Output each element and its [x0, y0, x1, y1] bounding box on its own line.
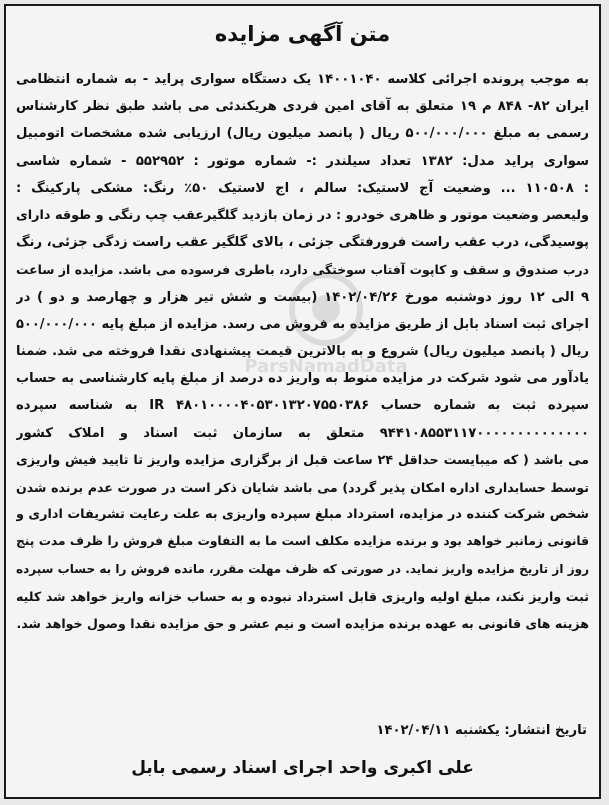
notice-title: متن آگهی مزایده	[214, 22, 391, 46]
signature: علی اکبری واحد اجرای اسناد رسمی بابل	[131, 758, 474, 778]
notice-line: توسط حسابداری اداره امکان پذیر گردد) می باشد شایان ذکر است در صورت عدم برنده شدن	[16, 480, 589, 496]
notice-line: شخص شرکت کننده در مزایده، استرداد مبلغ سپرده واریزی به علت رعایت تشریفات اداری و	[16, 507, 589, 523]
notice-frame	[4, 4, 601, 799]
notice-line: رسمی به مبلغ ۵۰۰/۰۰۰/۰۰۰ ریال ( پانصد میلیون ریال) ارزیابی شده مشخصات اتومبیل	[16, 126, 589, 142]
publish-date: تاریخ انتشار: یکشنبه ۱۴۰۲/۰۴/۱۱	[376, 723, 587, 738]
notice-body	[16, 66, 589, 637]
notice-line: هزینه های قانونی به عهده برنده مزایده است و نیم عشر و حق مزایده نقدا وصول خواهد شد.	[16, 616, 589, 632]
notice-line: : ۱۱۰۵۰۸ ... وضعیت آج لاستیک: سالم ، اج لاستیک ۵۰٪ رنگ: مشکی پارکینگ :	[16, 180, 589, 196]
notice-line: روز از تاریخ مزایده واریز نماید. در صورتی که ظرف مهلت مقرر، مانده فروش را به حساب سپرده	[16, 561, 589, 576]
notice-line: ثبت واریز نکند، مبلغ اولیه واریزی قابل استرداد نبوده و به حساب خزانه واریز خواهد شد کلیه	[16, 588, 589, 604]
watermark-text: ParsNamadData	[244, 356, 408, 377]
notice-line: ۹۴۴۱۰۸۵۵۳۱۱۷۰۰۰۰۰۰۰۰۰۰۰۰۰۰ متعلق به سازمان ثبت اسناد و املاک کشور	[16, 425, 589, 441]
notice-line: ریال ( پانصد میلیون ریال) شروع و به بالاترین قیمت پیشنهادی نقدا فروخته می شد. ضمنا	[16, 344, 589, 360]
notice-line: اجرای ثبت اسناد بابل از طریق مزایده به فروش می رسد. مزایده از مبلغ پایه ۵۰۰/۰۰۰/۰۰۰	[16, 316, 589, 332]
notice-line: یادآور می شود شرکت در مزایده منوط به واریز ده درصد از مبلغ پایه کارشناسی به حساب	[16, 371, 589, 387]
notice-line: سپرده ثبت به شماره حساب IR ۴۸۰۱۰۰۰۰۴۰۵۳۰۱۳۲۰۷۵۵۰۳۸۶ به شناسه سپرده	[16, 398, 589, 414]
notice-line: به موجب پرونده اجرائی کلاسه ۱۴۰۰۱۰۴۰ یک دستگاه سواری پراید - به شماره انتظامی	[16, 72, 589, 87]
notice-line: پوسیدگی، درب عقب راست فرورفتگی جزئی ، بالای گلگیر عقب راست زدگی جزئی، رنگ	[16, 235, 589, 251]
notice-line: می باشد ( که میبایست حداقل ۲۴ ساعت قبل از برگزاری مزایده واریز تا تایید فیش واریزی	[16, 452, 589, 468]
notice-line: ولیعصر وضعیت موتور و ظاهری خودرو : در زمان بازدید گلگیرعقب چپ رنگی و طوقه دارای	[16, 208, 589, 224]
notice-line: ۹ الی ۱۲ روز دوشنبه مورخ ۱۴۰۲/۰۴/۲۶ (بیست و شش تیر هزار و چهارصد و دو ) در	[16, 289, 589, 305]
notice-line: درب صندوق و سقف و کاپوت آفتاب سوختگی دارد، باطری فرسوده می باشد. مزایده از ساعت	[16, 262, 589, 278]
notice-line: قانونی زمانبر خواهد بود و برنده مزایده مکلف است ما به التفاوت مبلغ فروش را ظرف مدت پنج	[16, 534, 589, 549]
notice-line: سواری پراید مدل: ۱۳۸۲ تعداد سیلندر :- شماره موتور : ۵۵۲۹۵۲ - شماره شاسی	[16, 153, 589, 169]
notice-line: ایران ۸۲- ۸۴۸ م ۱۹ متعلق به آقای امین فردی هریکندئی می باشد طبق نظر کارشناس	[16, 99, 589, 115]
